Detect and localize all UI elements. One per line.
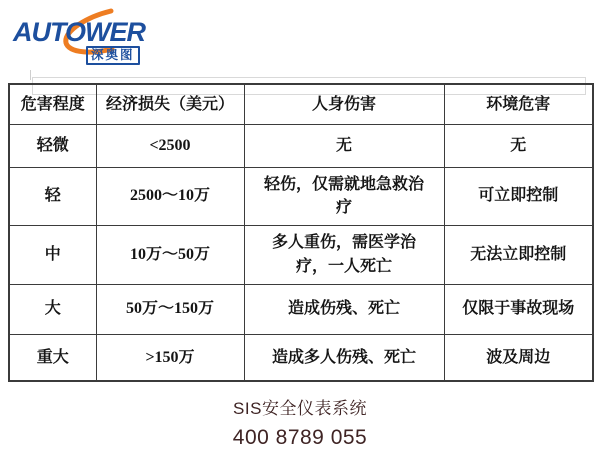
selection-artifact-tick: [30, 70, 31, 80]
logo-brand-text: AUTOWER: [13, 17, 145, 47]
cell-loss: >150万: [96, 334, 244, 381]
cell-level: 轻微: [9, 124, 96, 167]
table-row: [9, 124, 593, 167]
cell-injury: 多人重伤，需医学治疗，一人死亡: [244, 225, 444, 284]
footer-product-name: SIS安全仪表系统: [233, 399, 367, 418]
footer-phone-number: 400 8789 055: [232, 426, 368, 449]
cell-environment: 无: [444, 124, 593, 167]
logo-cn-badge: 深奥图: [86, 46, 140, 65]
header-cell-economic-loss: 经济损失（美元）: [96, 84, 244, 124]
table-row: [9, 167, 593, 225]
header-cell-hazard-level: 危害程度: [9, 84, 96, 124]
cell-environment: 可立即控制: [444, 167, 593, 225]
table-row: [9, 334, 593, 381]
cell-level: 大: [9, 284, 96, 334]
hazard-table-wrap: [8, 83, 592, 382]
cell-loss: 2500～10万: [96, 167, 244, 225]
cell-level: 重大: [9, 334, 96, 381]
cell-injury: 造成伤残、死亡: [244, 284, 444, 334]
header-cell-personal-injury: 人身伤害: [244, 84, 444, 124]
cell-loss: <2500: [96, 124, 244, 167]
cell-injury: 轻伤，仅需就地急救治疗: [244, 167, 444, 225]
cell-loss: 50万～150万: [96, 284, 244, 334]
table-header-row: [9, 84, 593, 124]
hazard-table: [8, 83, 594, 382]
table-row: [9, 225, 593, 284]
cell-injury: 无: [244, 124, 444, 167]
cell-environment: 波及周边: [444, 334, 593, 381]
autower-logo: [12, 4, 162, 66]
cell-level: 中: [9, 225, 96, 284]
cell-injury: 造成多人伤残、死亡: [244, 334, 444, 381]
cell-level: 轻: [9, 167, 96, 225]
header-cell-environment-hazard: 环境危害: [444, 84, 593, 124]
cell-environment: 无法立即控制: [444, 225, 593, 284]
footer: [0, 394, 600, 450]
table-row: [9, 284, 593, 334]
cell-loss: 10万～50万: [96, 225, 244, 284]
cell-environment: 仅限于事故现场: [444, 284, 593, 334]
